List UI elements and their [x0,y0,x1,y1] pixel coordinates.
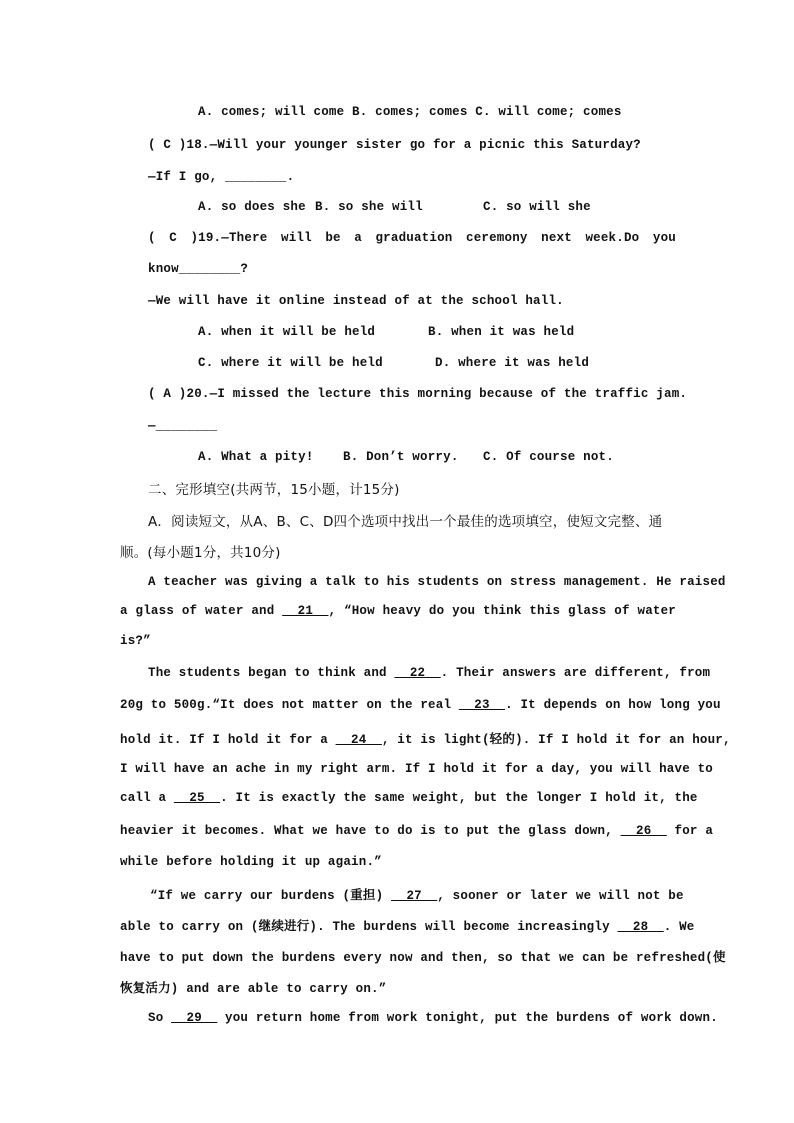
passage-p3-line3: have to put down the burdens every now and then, so that we can be refreshed(使 [120,951,726,965]
passage-text: The students began to think and [148,666,395,680]
q19-reply: —We will have it online instead of at the school hall. [148,294,564,308]
q19-stem-cont: know________? [148,262,249,276]
passage-text: , “How heavy do you think this glass of water [328,604,676,618]
q17-options: A. comes; will come B. comes; comes C. will come; comes [198,105,622,119]
q20-answer-paren: ( A ) [148,387,187,401]
passage-p2-line5 [120,791,698,805]
passage-text: for a [666,824,714,838]
q19-stem: 19.—There will be a graduation ceremony next week.Do you [198,231,676,245]
passage-text: a glass of water and [120,604,283,618]
q18-option-a: A. so does she [198,200,306,214]
passage-p3-line2 [120,916,695,934]
blank-29: __29__ [171,1011,218,1025]
passage-p4-line1 [148,1011,718,1025]
blank-25: __25__ [173,791,221,805]
blank-27: __27__ [391,889,438,903]
passage-p2-line1 [148,666,711,680]
passage-p2-line2 [120,698,721,712]
blank-22: __22__ [394,666,441,680]
passage-text: So [148,1011,172,1025]
section2-instruction: A．阅读短文，从A、B、C、D四个选项中找出一个最佳的选项填空，使短文完整、通 [148,514,663,530]
q18-stem: 18.—Will your younger sister go for a picnic this Saturday? [186,138,641,152]
q20-option-a: A. What a pity! [198,450,314,464]
passage-p2-line4: I will have an ache in my right arm. If I hold it for a day, you will have to [120,762,713,776]
passage-p1-line1: A teacher was giving a talk to his students on stress management. He raised [148,575,726,589]
blank-21: __21__ [282,604,329,618]
section2-instruction-cont: 顺。(每小题1分，共10分) [120,545,281,561]
passage-text: . It depends on how long you [505,698,721,712]
blank-28: __28__ [617,920,664,934]
q18-option-c: C. so will she [483,200,591,214]
passage-p3-line1 [150,885,684,903]
passage-text: able to carry on (继续进行). The burdens will become increasingly [120,920,618,934]
blank-26: __26__ [620,824,667,838]
blank-23: __23__ [458,698,506,712]
q18-reply: —If I go, ________. [148,170,295,184]
q20-option-b: B. Don’t worry. [343,450,459,464]
blank-24: __24__ [335,733,382,747]
q20-reply: —________ [148,419,218,433]
q19-option-d: D. where it was held [435,356,590,370]
passage-text: hold it. If I hold it for a [120,733,336,747]
passage-text: call a [120,791,174,805]
passage-text: . Their answers are different, from [440,666,711,680]
q18-options [198,200,591,214]
passage-p2-line6 [120,824,714,838]
passage-text: . It is exactly the same weight, but the longer I hold it, the [220,791,698,805]
passage-p2-line3 [120,729,731,747]
section2-title: 二、完形填空(共两节，15小题，计15分) [148,482,400,498]
q18-option-b: B. so she will [315,200,423,214]
q19-option-b: B. when it was held [428,325,575,339]
q20-options [198,450,614,464]
passage-text: 20g to 500g.“It does not matter on the real [120,698,459,712]
passage-text: you return home from work tonight, put the burdens of work down. [217,1011,718,1025]
q19-option-c: C. where it will be held [198,356,383,370]
passage-text: “If we carry our burdens (重担) [150,889,392,903]
q19-answer-paren: ( C ) [148,231,199,245]
q20-question [148,387,687,401]
passage-p2-line7: while before holding it up again.” [120,855,382,869]
passage-p3-line4: 恢复活力) and are able to carry on.” [120,982,387,996]
passage-text: , it is light(轻的). If I hold it for an hour, [381,733,731,747]
q20-stem: 20.—I missed the lecture this morning because of the traffic jam. [186,387,688,401]
passage-text: . We [663,920,695,934]
q18-answer-paren: ( C ) [148,138,187,152]
passage-text: , sooner or later we will not be [437,889,684,903]
q19-option-a: A. when it will be held [198,325,376,339]
q18-question [148,138,641,152]
passage-text: heavier it becomes. What we have to do is to put the glass down, [120,824,621,838]
passage-p1-line3: is?” [120,634,151,648]
passage-p1-line2 [120,604,676,618]
q19-question [148,231,676,245]
q20-option-c: C. Of course not. [483,450,614,464]
